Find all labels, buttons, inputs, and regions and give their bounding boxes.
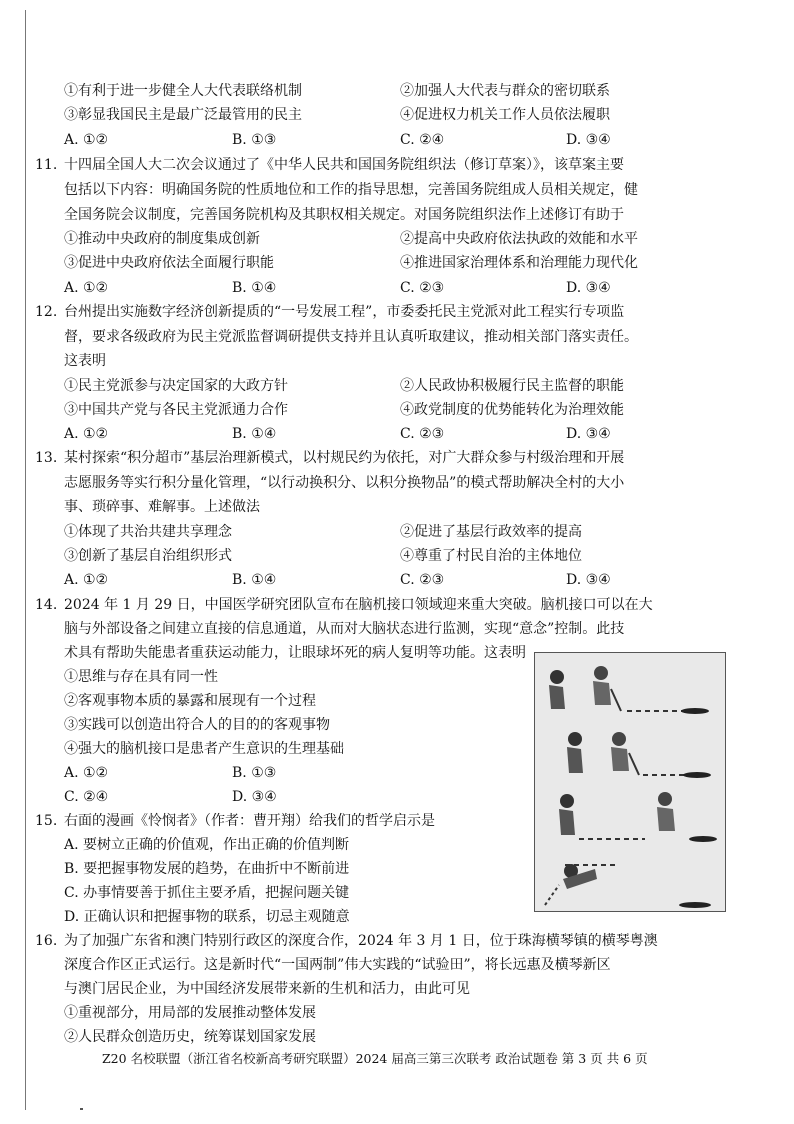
- q12-choice-d: D. ③④: [566, 426, 611, 442]
- q10-option-1: ①有利于进一步健全人大代表联络机制: [64, 83, 302, 99]
- q11-stem-line2: 包括以下内容：明确国务院的性质地位和工作的指导思想，完善国务院组成人员相关规定，健: [64, 182, 638, 198]
- q11-stem-line3: 全国务院会议制度，完善国务院机构及其职权相关规定。对国务院组织法作上述修订有助于: [64, 207, 624, 223]
- q10-choice-c: C. ②④: [400, 132, 445, 148]
- q14-option-4: ④强大的脑机接口是患者产生意识的生理基础: [64, 741, 344, 757]
- q13-choice-d: D. ③④: [566, 572, 611, 588]
- q15-number: 15.: [35, 813, 58, 829]
- comic-panel-1-drawing: [535, 653, 725, 717]
- q12-stem-line1: 台州提出实施数字经济创新提质的“一号发展工程”，市委委托民主党派对此工程实行专项监: [64, 304, 625, 320]
- comic-panel-2: [535, 717, 725, 782]
- q14-choice-c: C. ②④: [64, 789, 109, 805]
- q14-stem-line3: 术具有帮助失能患者重获运动能力，让眼球坏死的病人复明等功能。这表明: [64, 645, 526, 661]
- q11-stem-line1: 十四届全国人大二次会议通过了《中华人民共和国国务院组织法（修订草案）》，该草案主要: [64, 157, 624, 173]
- q13-stem-line2: 志愿服务等实行积分量化管理，“以行动换积分、以积分换物品”的模式帮助解决全村的大小: [64, 475, 625, 491]
- q14-option-1: ①思维与存在具有同一性: [64, 669, 218, 685]
- q12-choice-c: C. ②③: [400, 426, 445, 442]
- q10-option-3: ③彰显我国民主是最广泛最管用的民主: [64, 107, 302, 123]
- q14-option-3: ③实践可以创造出符合人的目的的客观事物: [64, 717, 330, 733]
- q11-number: 11.: [35, 157, 58, 173]
- q14-stem-line2: 脑与外部设备之间建立直接的信息通道，从而对大脑状态进行监测，实现“意念”控制。此技: [64, 621, 625, 637]
- q11-choice-a: A. ①②: [64, 280, 109, 296]
- q12-stem-line3: 这表明: [64, 353, 106, 369]
- q16-stem-line3: 与澳门居民企业，为中国经济发展带来新的生机和活力，由此可见: [64, 981, 470, 997]
- left-margin-line: [25, 10, 26, 1110]
- q10-option-4: ④促进权力机关工作人员依法履职: [400, 107, 610, 123]
- q12-option-2: ②人民政协积极履行民主监督的职能: [400, 378, 624, 394]
- q14-choice-b: B. ①③: [232, 765, 277, 781]
- q13-option-4: ④尊重了村民自治的主体地位: [400, 548, 582, 564]
- q14-number: 14.: [35, 597, 58, 613]
- comic-panel-3-drawing: [535, 781, 725, 845]
- q12-option-1: ①民主党派参与决定国家的大政方针: [64, 378, 288, 394]
- q12-option-3: ③中国共产党与各民主党派通力合作: [64, 402, 288, 418]
- q16-option-1: ①重视部分，用局部的发展推动整体发展: [64, 1005, 316, 1021]
- q12-choice-a: A. ①②: [64, 426, 109, 442]
- q13-choice-a: A. ①②: [64, 572, 109, 588]
- q14-stem-line1: 2024 年 1 月 29 日，中国医学研究团队宣布在脑机接口领域迎来重大突破。脑机接口可以在大: [64, 597, 653, 613]
- q12-number: 12.: [35, 304, 58, 320]
- q14-choice-d: D. ③④: [232, 789, 277, 805]
- q15-stem-line1: 右面的漫画《怜悯者》（作者：曹开翔）给我们的哲学启示是: [64, 813, 435, 829]
- q11-option-3: ③促进中央政府依法全面履行职能: [64, 255, 274, 271]
- q12-stem-line2: 督，要求各级政府为民主党派监督调研提供支持并且认真听取建议，推动相关部门落实责任。: [64, 329, 638, 345]
- q16-stem-line2: 深度合作区正式运行。这是新时代“一国两制”伟大实践的“试验田”，将长远惠及横琴新区: [64, 957, 611, 973]
- comic-panel-3: [535, 781, 725, 846]
- comic-panel-4: [535, 845, 725, 911]
- q13-option-2: ②促进了基层行政效率的提高: [400, 524, 582, 540]
- q13-option-3: ③创新了基层自治组织形式: [64, 548, 232, 564]
- comic-panel-1: [535, 653, 725, 718]
- q13-choice-b: B. ①④: [232, 572, 277, 588]
- q10-choice-a: A. ①②: [64, 132, 109, 148]
- q11-option-4: ④推进国家治理体系和治理能力现代化: [400, 255, 638, 271]
- q13-number: 13.: [35, 450, 58, 466]
- q15-choice-b: B. 要把握事物发展的趋势，在曲折中不断前进: [64, 861, 350, 877]
- q11-option-2: ②提高中央政府依法执政的效能和水平: [400, 231, 638, 247]
- q13-stem-line1: 某村探索“积分超市”基层治理新模式，以村规民约为依托，对广大群众参与村级治理和开展: [64, 450, 625, 466]
- comic-illustration: [534, 652, 726, 912]
- q16-option-2: ②人民群众创造历史，统筹谋划国家发展: [64, 1029, 316, 1045]
- q16-stem-line1: 为了加强广东省和澳门特别行政区的深度合作，2024 年 3 月 1 日，位于珠海横琴镇的横琴粤澳: [64, 933, 658, 949]
- q13-choice-c: C. ②③: [400, 572, 445, 588]
- q13-stem-line3: 事、琐碎事、难解事。上述做法: [64, 499, 260, 515]
- q15-choice-a: A. 要树立正确的价值观，作出正确的价值判断: [64, 837, 350, 853]
- q13-option-1: ①体现了共治共建共享理念: [64, 524, 232, 540]
- scan-mark: [80, 1108, 83, 1110]
- q10-choice-d: D. ③④: [566, 132, 611, 148]
- q11-choice-d: D. ③④: [566, 280, 611, 296]
- comic-panel-2-drawing: [535, 717, 725, 781]
- q11-choice-b: B. ①④: [232, 280, 277, 296]
- q10-choice-b: B. ①③: [232, 132, 277, 148]
- q16-number: 16.: [35, 933, 58, 949]
- q11-option-1: ①推动中央政府的制度集成创新: [64, 231, 260, 247]
- q11-choice-c: C. ②③: [400, 280, 445, 296]
- q15-choice-d: D. 正确认识和把握事物的联系，切忌主观随意: [64, 909, 350, 925]
- q12-option-4: ④政党制度的优势能转化为治理效能: [400, 402, 624, 418]
- q14-option-2: ②客观事物本质的暴露和展现有一个过程: [64, 693, 316, 709]
- q12-choice-b: B. ①④: [232, 426, 277, 442]
- q10-option-2: ②加强人大代表与群众的密切联系: [400, 83, 610, 99]
- comic-panel-4-drawing: [535, 845, 725, 911]
- q15-choice-c: C. 办事情要善于抓住主要矛盾，把握问题关键: [64, 885, 350, 901]
- page-footer: Z20 名校联盟（浙江省名校新高考研究联盟）2024 届高三第三次联考 政治试题卷 第 3 页 共 6 页: [102, 1051, 648, 1066]
- q14-choice-a: A. ①②: [64, 765, 109, 781]
